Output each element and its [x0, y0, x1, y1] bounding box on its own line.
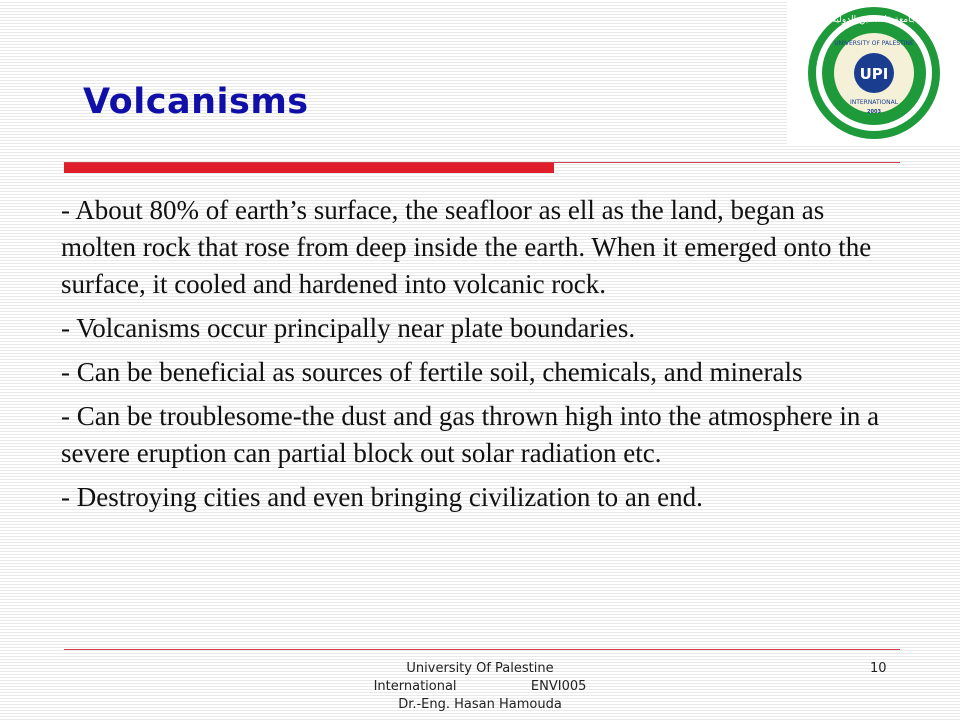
paragraph-1: - About 80% of earth’s surface, the seafloor as ell as the land, began as molten rock that rose from deep inside the earth. When it emerged onto the surface, it cooled and hardened into volcanic rock.: [61, 195, 872, 299]
paragraph-2: - Volcanisms occur principally near plate boundaries.: [61, 313, 636, 343]
paragraph-5: - Destroying cities and even bringing civilization to an end.: [61, 482, 703, 512]
logo-arabic-text: جامعة فلسطين الدولية: [831, 15, 917, 25]
logo-lower-text: INTERNATIONAL: [849, 99, 899, 106]
title-accent-bar: [64, 163, 554, 173]
logo-acronym: UPI: [859, 65, 889, 83]
paragraph-3: - Can be beneficial as sources of fertile soil, chemicals, and minerals: [61, 357, 803, 387]
page-number: 10: [870, 661, 887, 676]
footer-text: [340, 660, 620, 714]
footer-divider: [64, 649, 900, 650]
footer-line-3: Dr.-Eng. Hasan Hamouda: [398, 697, 562, 712]
slide-title: Volcanisms: [83, 82, 309, 122]
university-seal-icon: [787, 0, 960, 146]
slide-body: [61, 192, 901, 523]
logo: [787, 0, 960, 146]
logo-ring-text: UNIVERSITY OF PALESTINE: [834, 40, 914, 47]
paragraph-4: - Can be troublesome-the dust and gas thrown high into the atmosphere in a severe eruption can partial block out solar radiation etc.: [61, 401, 880, 468]
footer-line-2: International ENVI005: [373, 679, 587, 694]
footer-line-1: University Of Palestine: [406, 661, 554, 676]
logo-year: 2003: [867, 109, 881, 115]
